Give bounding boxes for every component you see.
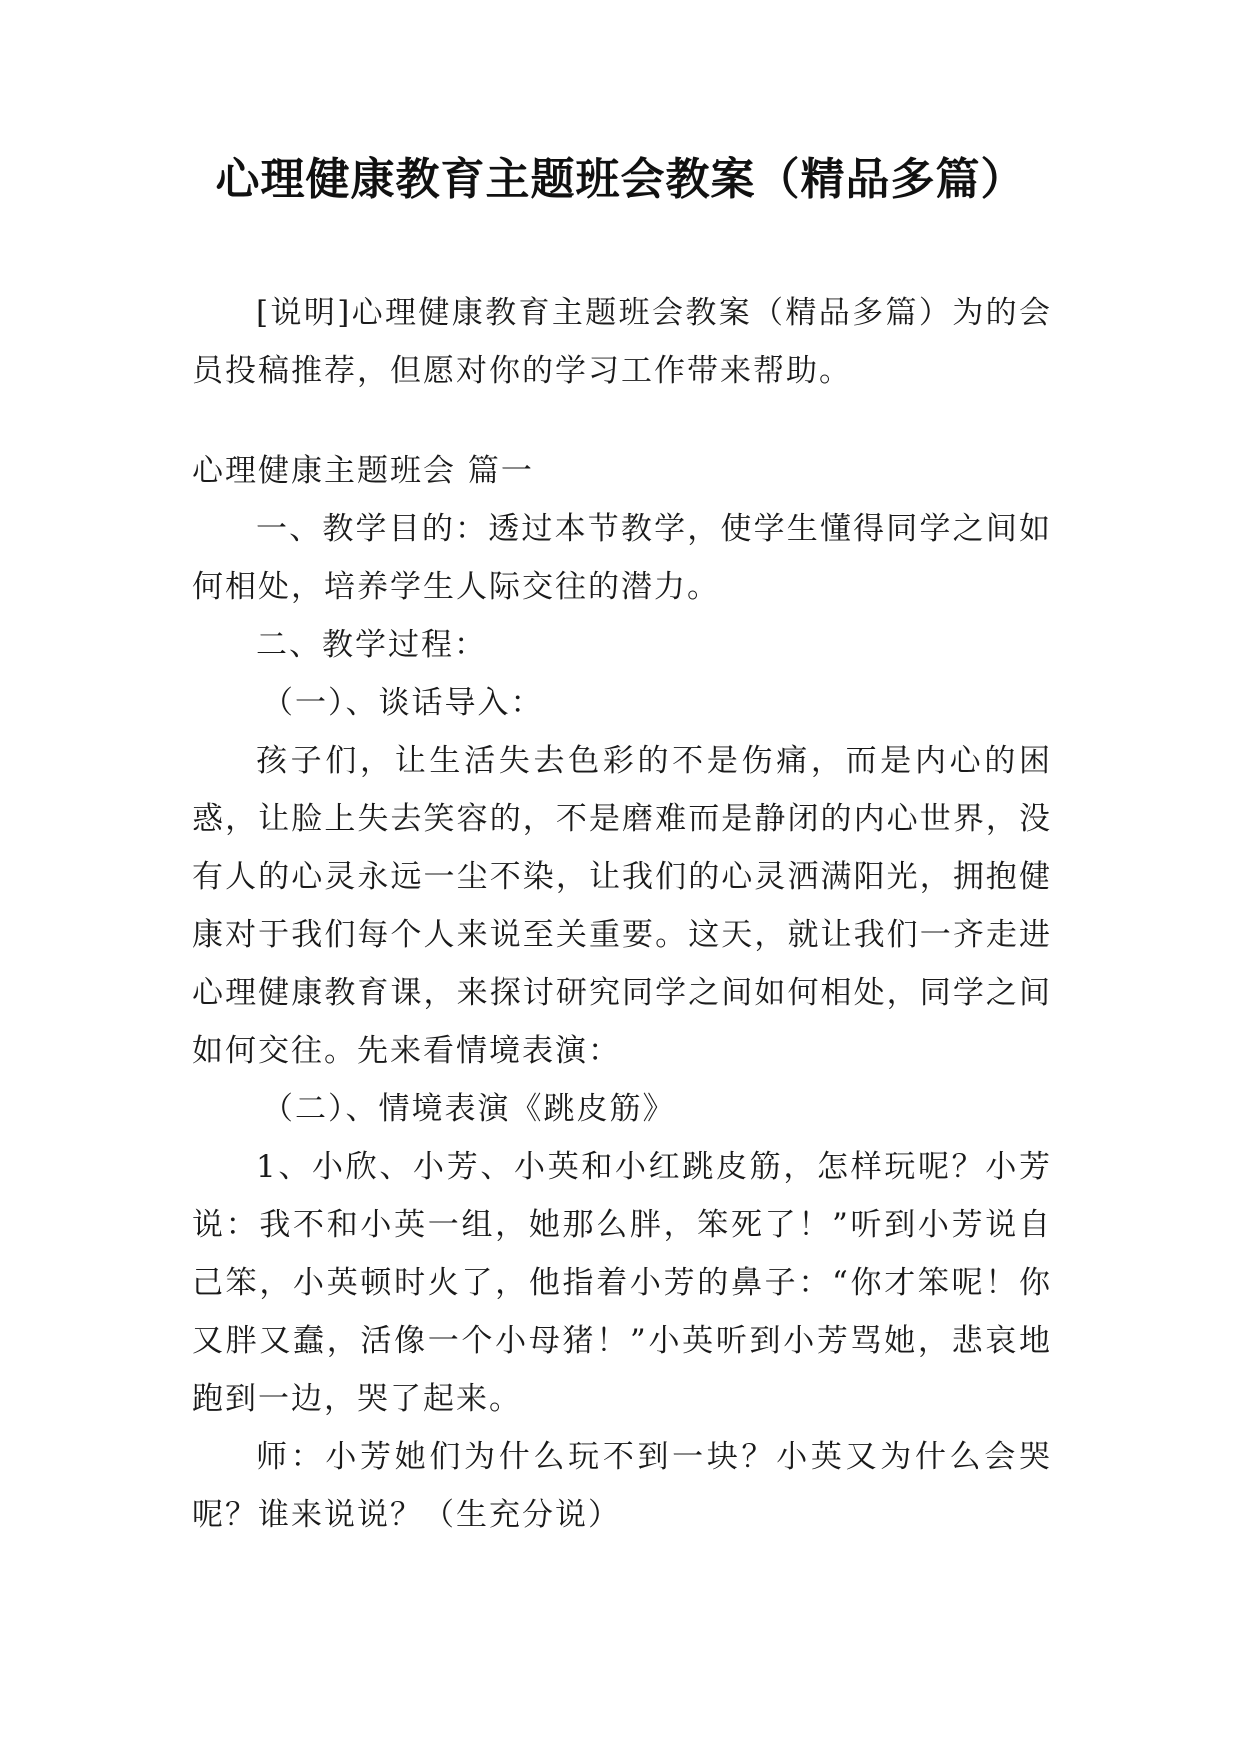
section-heading: 心理健康主题班会 篇一 [192,453,534,489]
paragraph-objective: 一、教学目的：透过本节教学，使学生懂得同学之间如何相处，培养学生人际交往的潜力。 [192,511,1052,605]
document-body [192,284,1052,1544]
paragraph-intro-talk-heading: （一）、谈话导入： [262,685,544,721]
paragraph-intro-talk: 孩子们，让生活失去色彩的不是伤痛，而是内心的困惑，让脸上失去笑容的，不是磨难而是静闭的内心世界，没有人的心灵永远一尘不染，让我们的心灵洒满阳光，拥抱健康对于我们每个人来说至关重要。这天，就让我们一齐走进心理健康教育课，来探讨研究同学之间如何相处，同学之间如何交往。先来看情境表演： [192,743,1052,1069]
paragraph-scenario-heading: （二）、情境表演《跳皮筋》 [262,1091,676,1127]
paragraph-scenario-1: 1、小欣、小芳、小英和小红跳皮筋，怎样玩呢？小芳说：我不和小英一组，她那么胖，笨死了！”听到小芳说自己笨，小英顿时火了，他指着小芳的鼻子：“你才笨呢！你又胖又蠢，活像一个小母猪！”小英听到小芳骂她，悲哀地跑到一边，哭了起来。 [192,1149,1052,1417]
paragraph-teacher-question: 师：小芳她们为什么玩不到一块？小英又为什么会哭呢？谁来说说？（生充分说） [192,1439,1052,1533]
paragraph-process-heading: 二、教学过程： [256,627,487,663]
document-title: 心理健康教育主题班会教案（精品多篇） [215,154,1026,205]
intro-paragraph: [说明]心理健康教育主题班会教案（精品多篇）为的会员投稿推荐，但愿对你的学习工作带来帮助。 [192,295,1052,389]
